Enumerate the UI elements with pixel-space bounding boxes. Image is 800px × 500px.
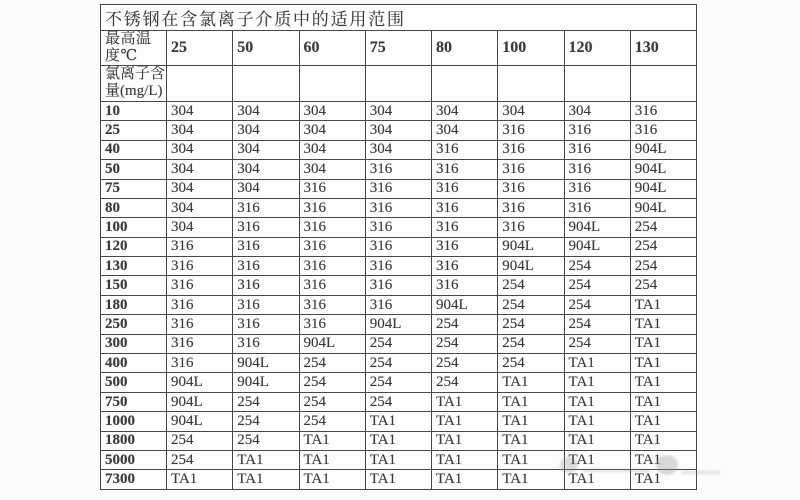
max-temperature-header-cell	[101, 31, 167, 66]
grade-cell: 316	[498, 198, 564, 217]
grade-cell: 316	[564, 179, 630, 198]
grade-cell: 904L	[630, 160, 696, 179]
chloride-content-label-line2: 量(mg/L)	[105, 83, 163, 100]
grade-cell: 254	[564, 276, 630, 295]
grade-cell: 254	[365, 373, 431, 392]
grade-cell: 304	[299, 121, 365, 140]
grade-cell: TA1	[630, 354, 696, 373]
grade-cell: 316	[498, 121, 564, 140]
grade-cell: TA1	[564, 373, 630, 392]
grade-cell: 304	[233, 140, 299, 159]
concentration-cell: 40	[101, 140, 167, 159]
empty-cell	[564, 65, 630, 101]
grade-cell: 254	[299, 373, 365, 392]
grade-cell: TA1	[564, 431, 630, 450]
grade-cell: 304	[167, 218, 233, 237]
grade-cell: 316	[432, 198, 498, 217]
grade-cell: 304	[167, 121, 233, 140]
grade-cell: TA1	[630, 451, 696, 470]
grade-cell: TA1	[498, 470, 564, 489]
grade-cell: TA1	[630, 470, 696, 489]
grade-cell: 316	[167, 334, 233, 353]
grade-cell: 254	[233, 431, 299, 450]
table-row	[101, 392, 697, 411]
concentration-cell: 75	[101, 179, 167, 198]
grade-cell: 316	[233, 315, 299, 334]
grade-cell: 316	[299, 218, 365, 237]
empty-cell	[630, 65, 696, 101]
grade-cell: 304	[167, 140, 233, 159]
concentration-cell: 10	[101, 101, 167, 120]
grade-cell: 904L	[167, 412, 233, 431]
temp-col-header-25: 25	[167, 31, 233, 66]
grade-cell: 316	[365, 295, 431, 314]
chloride-header-row	[101, 65, 697, 101]
table-row	[101, 160, 697, 179]
grade-cell: TA1	[630, 315, 696, 334]
grade-cell: 316	[432, 140, 498, 159]
grade-cell: TA1	[630, 334, 696, 353]
grade-cell: 304	[365, 101, 431, 120]
table-body	[101, 101, 697, 489]
table-row	[101, 451, 697, 470]
concentration-cell: 180	[101, 295, 167, 314]
grade-cell: TA1	[365, 412, 431, 431]
grade-cell: TA1	[630, 373, 696, 392]
concentration-cell: 300	[101, 334, 167, 353]
grade-cell: 316	[233, 295, 299, 314]
concentration-cell: 5000	[101, 451, 167, 470]
grade-cell: 254	[498, 334, 564, 353]
concentration-cell: 250	[101, 315, 167, 334]
empty-cell	[498, 65, 564, 101]
grade-cell: 254	[299, 354, 365, 373]
grade-cell: 254	[564, 257, 630, 276]
grade-cell: TA1	[432, 451, 498, 470]
grade-cell: 904L	[432, 295, 498, 314]
grade-cell: 316	[432, 276, 498, 295]
grade-cell: TA1	[564, 451, 630, 470]
grade-cell: TA1	[498, 451, 564, 470]
grade-cell: 254	[630, 218, 696, 237]
grade-cell: 316	[233, 276, 299, 295]
grade-cell: TA1	[299, 470, 365, 489]
table-row	[101, 121, 697, 140]
grade-cell: 316	[167, 354, 233, 373]
empty-cell	[365, 65, 431, 101]
grade-cell: 316	[365, 257, 431, 276]
grade-cell: 904L	[167, 392, 233, 411]
grade-cell: 316	[432, 257, 498, 276]
grade-cell: 904L	[233, 373, 299, 392]
empty-cell	[432, 65, 498, 101]
table-row	[101, 470, 697, 489]
grade-cell: 254	[167, 451, 233, 470]
grade-cell: 304	[167, 101, 233, 120]
grade-cell: TA1	[630, 431, 696, 450]
grade-cell: 316	[432, 237, 498, 256]
grade-cell: 316	[365, 198, 431, 217]
grade-cell: TA1	[564, 354, 630, 373]
grade-cell: TA1	[167, 470, 233, 489]
grade-cell: TA1	[432, 470, 498, 489]
grade-cell: TA1	[630, 295, 696, 314]
grade-cell: TA1	[564, 392, 630, 411]
grade-cell: 254	[299, 412, 365, 431]
grade-cell: TA1	[299, 451, 365, 470]
table-row	[101, 257, 697, 276]
table-row	[101, 431, 697, 450]
grade-cell: 316	[299, 276, 365, 295]
grade-cell: 316	[167, 315, 233, 334]
chloride-content-header-cell	[101, 65, 167, 101]
grade-cell: TA1	[564, 412, 630, 431]
grade-cell: 316	[432, 218, 498, 237]
grade-cell: 316	[167, 295, 233, 314]
temp-col-header-50: 50	[233, 31, 299, 66]
table-row	[101, 373, 697, 392]
grade-cell: 254	[498, 276, 564, 295]
grade-cell: 316	[365, 276, 431, 295]
grade-cell: TA1	[365, 431, 431, 450]
grade-cell: 254	[365, 392, 431, 411]
grade-cell: 254	[365, 354, 431, 373]
grade-cell: 254	[498, 354, 564, 373]
concentration-cell: 25	[101, 121, 167, 140]
grade-cell: 254	[233, 412, 299, 431]
temp-col-header-75: 75	[365, 31, 431, 66]
grade-cell: 316	[233, 198, 299, 217]
grade-cell: 304	[233, 160, 299, 179]
grade-cell: TA1	[233, 470, 299, 489]
grade-cell: 254	[498, 315, 564, 334]
grade-cell: 904L	[630, 179, 696, 198]
concentration-cell: 100	[101, 218, 167, 237]
grade-cell: TA1	[365, 451, 431, 470]
grade-cell: TA1	[564, 470, 630, 489]
table-row	[101, 218, 697, 237]
grade-cell: 316	[233, 218, 299, 237]
grade-cell: 304	[299, 101, 365, 120]
grade-cell: 254	[498, 295, 564, 314]
grade-cell: 254	[564, 315, 630, 334]
grade-cell: 304	[233, 101, 299, 120]
grade-cell: 304	[299, 160, 365, 179]
grade-cell: 316	[167, 257, 233, 276]
grade-cell: 254	[233, 392, 299, 411]
grade-cell: 304	[498, 101, 564, 120]
grade-cell: 254	[432, 373, 498, 392]
grade-cell: TA1	[498, 392, 564, 411]
grade-cell: 254	[630, 257, 696, 276]
grade-cell: TA1	[432, 431, 498, 450]
table-row	[101, 237, 697, 256]
grade-cell: 316	[233, 334, 299, 353]
grade-cell: 316	[564, 160, 630, 179]
grade-cell: 904L	[564, 218, 630, 237]
grade-cell: 316	[167, 276, 233, 295]
grade-cell: 904L	[498, 237, 564, 256]
table-row	[101, 354, 697, 373]
grade-cell: 304	[233, 179, 299, 198]
grade-cell: 304	[365, 140, 431, 159]
grade-cell: 904L	[630, 140, 696, 159]
grade-cell: 904L	[233, 354, 299, 373]
grade-cell: 316	[299, 237, 365, 256]
empty-cell	[233, 65, 299, 101]
concentration-cell: 130	[101, 257, 167, 276]
table-row	[101, 179, 697, 198]
temp-col-header-80: 80	[432, 31, 498, 66]
grade-cell: TA1	[498, 412, 564, 431]
grade-cell: 316	[564, 198, 630, 217]
grade-cell: 254	[630, 276, 696, 295]
max-temperature-label-line2: 度℃	[105, 47, 138, 64]
grade-cell: TA1	[299, 431, 365, 450]
chloride-content-label-line1: 氯离子含	[105, 65, 166, 82]
grade-cell: TA1	[233, 451, 299, 470]
temperature-header-row	[101, 31, 697, 66]
grade-cell: 304	[167, 179, 233, 198]
table-row	[101, 140, 697, 159]
grade-cell: 904L	[498, 257, 564, 276]
grade-cell: 304	[299, 140, 365, 159]
grade-cell: 254	[167, 431, 233, 450]
concentration-cell: 1000	[101, 412, 167, 431]
grade-cell: 304	[432, 121, 498, 140]
grade-cell: 316	[299, 295, 365, 314]
grade-cell: 254	[630, 237, 696, 256]
grade-cell: 316	[432, 179, 498, 198]
concentration-cell: 50	[101, 160, 167, 179]
grade-cell: 316	[299, 315, 365, 334]
grade-cell: 316	[299, 179, 365, 198]
grade-cell: 316	[498, 140, 564, 159]
grade-cell: 254	[564, 334, 630, 353]
grade-cell: 304	[167, 160, 233, 179]
temp-col-header-120: 120	[564, 31, 630, 66]
grade-cell: TA1	[630, 412, 696, 431]
grade-cell: 304	[167, 198, 233, 217]
grade-cell: 316	[498, 218, 564, 237]
grade-cell: 904L	[630, 198, 696, 217]
grade-cell: 254	[564, 295, 630, 314]
grade-cell: 316	[630, 121, 696, 140]
temp-col-header-130: 130	[630, 31, 696, 66]
grade-cell: 254	[299, 392, 365, 411]
grade-cell: 316	[564, 140, 630, 159]
concentration-cell: 80	[101, 198, 167, 217]
concentration-cell: 400	[101, 354, 167, 373]
grade-cell: TA1	[630, 392, 696, 411]
table-row	[101, 276, 697, 295]
grade-cell: 316	[365, 160, 431, 179]
temp-col-header-100: 100	[498, 31, 564, 66]
temp-col-header-60: 60	[299, 31, 365, 66]
grade-cell: 304	[564, 101, 630, 120]
grade-cell: 904L	[299, 334, 365, 353]
grade-cell: 904L	[564, 237, 630, 256]
table-row	[101, 101, 697, 120]
grade-cell: 316	[630, 101, 696, 120]
grade-cell: 316	[498, 179, 564, 198]
grade-cell: 254	[365, 334, 431, 353]
grade-cell: 316	[432, 160, 498, 179]
grade-cell: 304	[365, 121, 431, 140]
max-temperature-label-line1: 最高温	[105, 31, 152, 47]
table-title: 不锈钢在含氯离子介质中的适用范围	[101, 5, 697, 31]
concentration-cell: 1800	[101, 431, 167, 450]
empty-cell	[167, 65, 233, 101]
grade-cell: 316	[233, 237, 299, 256]
grade-cell: 316	[365, 179, 431, 198]
grade-cell: TA1	[365, 470, 431, 489]
table-row	[101, 334, 697, 353]
concentration-cell: 150	[101, 276, 167, 295]
table-row	[101, 315, 697, 334]
steel-applicability-table	[100, 4, 697, 490]
grade-cell: 254	[432, 334, 498, 353]
grade-cell: 316	[365, 237, 431, 256]
table-row	[101, 295, 697, 314]
grade-cell: 316	[233, 257, 299, 276]
grade-cell: 904L	[167, 373, 233, 392]
grade-cell: 304	[432, 101, 498, 120]
grade-cell: 316	[299, 257, 365, 276]
grade-cell: TA1	[432, 412, 498, 431]
concentration-cell: 120	[101, 237, 167, 256]
grade-cell: 304	[233, 121, 299, 140]
grade-cell: 316	[365, 218, 431, 237]
grade-cell: TA1	[498, 431, 564, 450]
grade-cell: 316	[299, 198, 365, 217]
concentration-cell: 750	[101, 392, 167, 411]
concentration-cell: 7300	[101, 470, 167, 489]
grade-cell: 316	[564, 121, 630, 140]
grade-cell: TA1	[432, 392, 498, 411]
grade-cell: 254	[432, 315, 498, 334]
table-row	[101, 198, 697, 217]
grade-cell: TA1	[498, 373, 564, 392]
title-row	[101, 5, 697, 31]
empty-cell	[299, 65, 365, 101]
grade-cell: 316	[498, 160, 564, 179]
grade-cell: 316	[167, 237, 233, 256]
grade-cell: 904L	[365, 315, 431, 334]
table-row	[101, 412, 697, 431]
grade-cell: 254	[432, 354, 498, 373]
concentration-cell: 500	[101, 373, 167, 392]
